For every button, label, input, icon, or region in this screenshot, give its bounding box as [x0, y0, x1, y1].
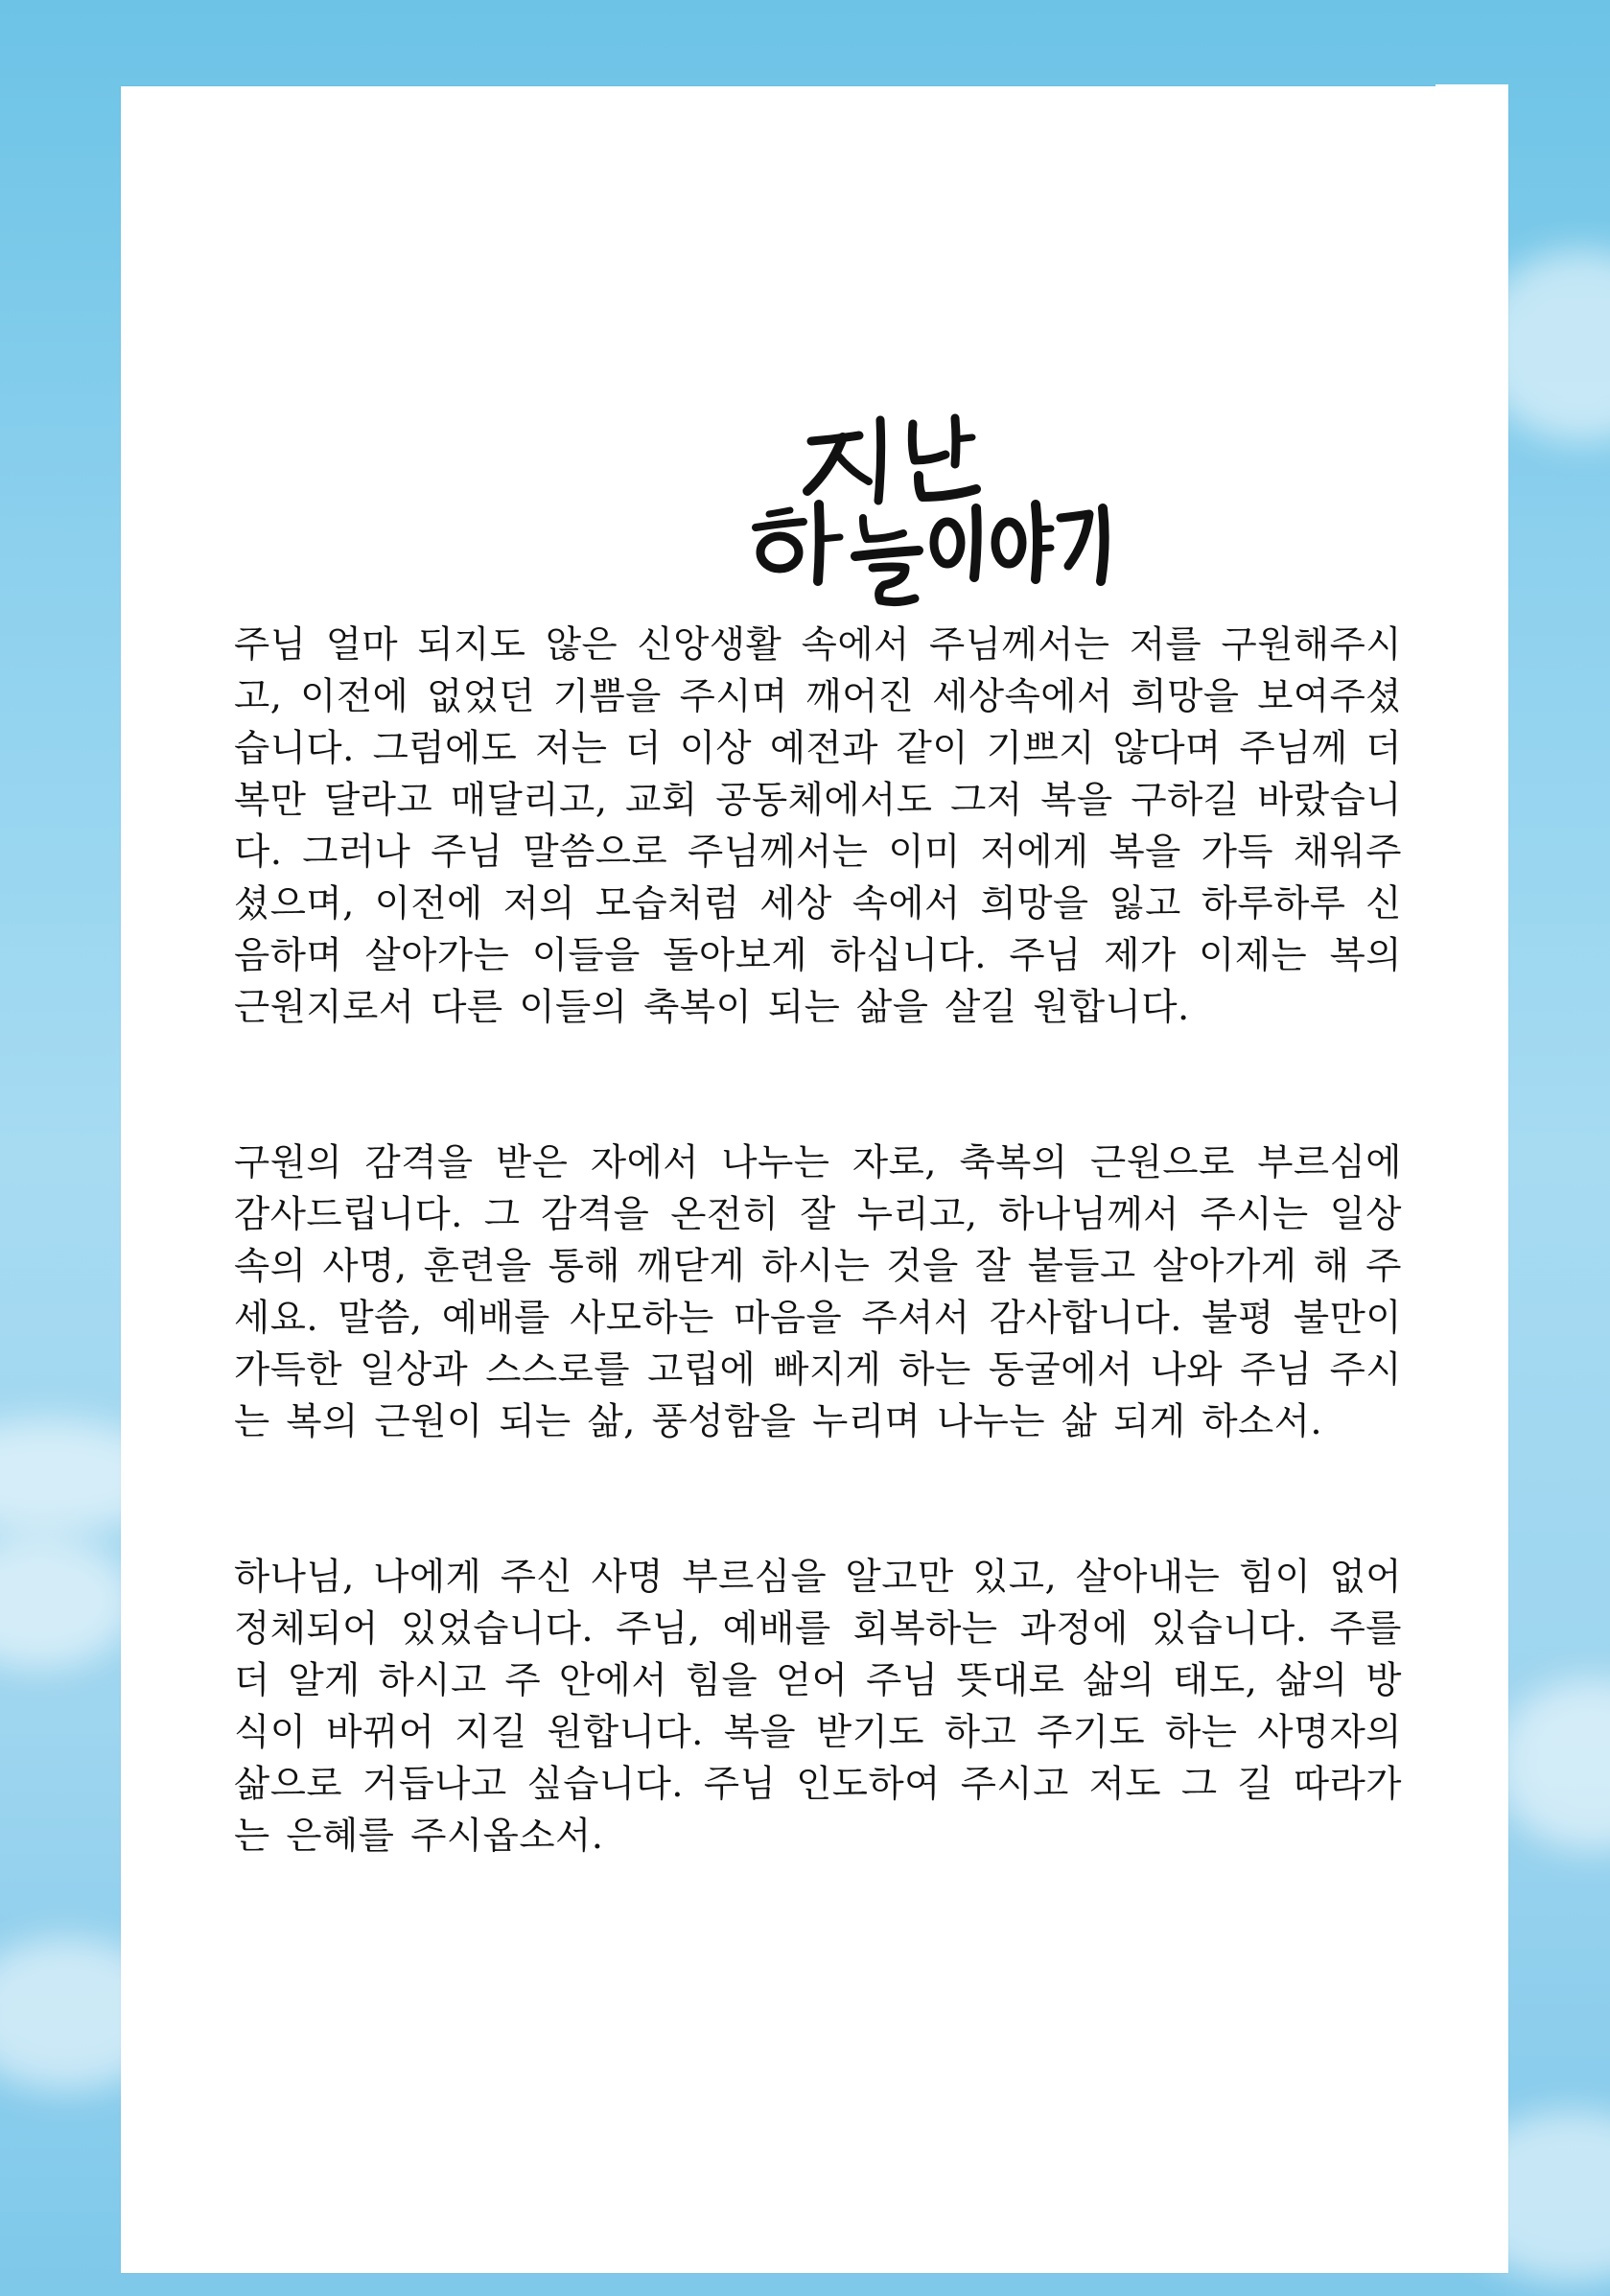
cloud — [1496, 1678, 1610, 1851]
prayer-text — [234, 620, 1402, 1863]
paragraph: 구원의 감격을 받은 자에서 나누는 자로, 축복의 근원으로 부르심에 감사드립니다. 그 감격을 온전히 잘 누리고, 하나님께서 주시는 일상 속의 사명, 훈련을 통해 깨닫게 하시는 것을 잘 붙들고 살아가게 해 주세요. 말씀, 예배를 사모하는 마음을 주셔서 감사합니다. 불평 불만이 가득한 일상과 스스로를 고립에 빠지게 하는 동굴에서 나와 주님 주시는 복의 근원이 되는 삶, 풍성함을 누리며 나누는 삶 되게 하소서. — [234, 1141, 1402, 1443]
paragraph: 하나님, 나에게 주신 사명 부르심을 알고만 있고, 살아내는 힘이 없어 정체되어 있었습니다. 주님, 예배를 회복하는 과정에 있습니다. 주를 더 알게 하시고 주 안에서 힘을 얻어 주님 뜻대로 삶의 태도, 삶의 방식이 바뀌어 지길 원합니다. 복을 받기도 하고 주기도 하는 사명자의 삶으로 거듭나고 싶습니다. 주님 인도하여 주시고 저도 그 길 따라가는 은혜를 주시옵소서. — [234, 1556, 1402, 1858]
cloud — [0, 1535, 134, 1669]
document-page — [121, 86, 1508, 2273]
title-logo — [667, 326, 1147, 623]
page-edge — [1435, 84, 1508, 88]
paragraph: 주님 얼마 되지도 않은 신앙생활 속에서 주님께서는 저를 구원해주시고, 이전에 없었던 기쁨을 주시며 깨어진 세상속에서 희망을 보여주셨습니다. 그럼에도 저는 더 이상 예전과 같이 기쁘지 않다며 주님께 더 복만 달라고 매달리고, 교회 공동체에서도 그저 복을 구하길 바랐습니다. 그러나 주님 말씀으로 주님께서는 이미 저에게 복을 가득 채워주셨으며, 이전에 저의 모습처럼 세상 속에서 희망을 잃고 하루하루 신음하며 살아가는 이들을 돌아보게 하십니다. 주님 제가 이제는 복의 근원지로서 다른 이들의 축복이 되는 삶을 살길 원합니다. — [234, 623, 1402, 1029]
